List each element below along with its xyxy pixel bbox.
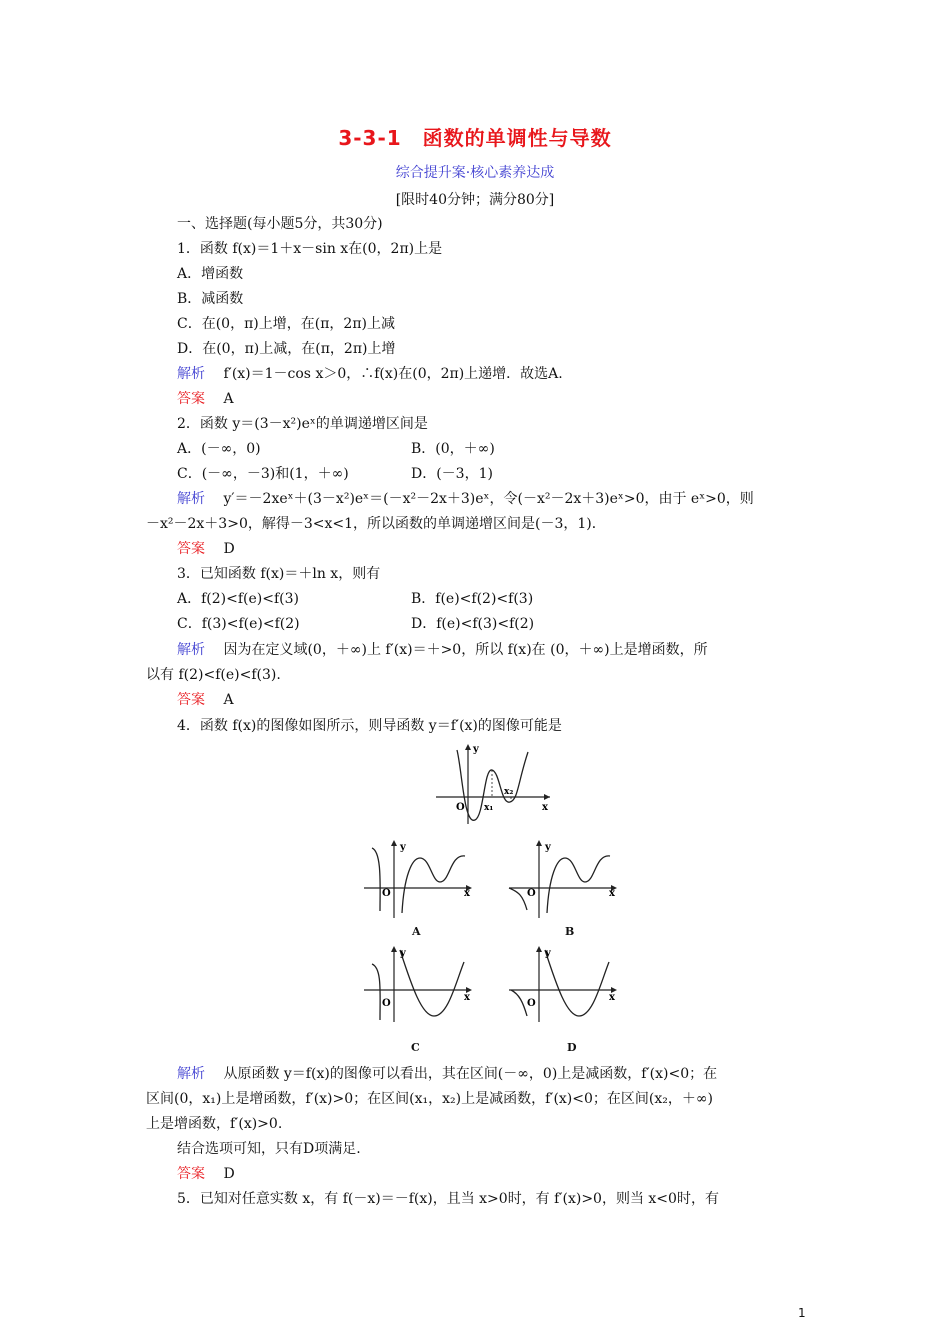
q2-stem: 2．函数 y＝(3－x²)eˣ的单调递增区间是 (177, 416, 428, 432)
q1-option-c: C．在(0，π)上增，在(π，2π)上减 (177, 316, 395, 332)
q2-answer (177, 539, 235, 559)
q4-stem: 4．函数 f(x)的图像如图所示，则导函数 y＝f′(x)的图像可能是 (177, 718, 562, 734)
x-axis-label: x (464, 992, 470, 1003)
q3-answer (177, 690, 234, 710)
q3-option-c: C．f(3)<f(e)<f(2) (177, 616, 300, 632)
x-axis-label: x (609, 888, 615, 899)
x-axis-label: x (464, 888, 470, 899)
q1-option-d: D．在(0，π)上减，在(π，2π)上增 (177, 341, 396, 357)
option-a-graph (360, 836, 480, 936)
x1-label: x₁ (484, 803, 494, 813)
q1-stem: 1．函数 f(x)＝1＋x－sin x在(0，2π)上是 (177, 241, 443, 257)
page-number: 1 (798, 1306, 806, 1320)
q3-option-d: D．f(e)<f(3)<f(2) (411, 616, 535, 632)
y-axis-label: y (400, 948, 406, 959)
q5-stem: 5．已知对任意实数 x，有 f(－x)＝－f(x)，且当 x>0时，有 f′(x)>0，则当 x<0时，有 (177, 1191, 719, 1207)
analysis-text: 从原函数 y＝f(x)的图像可以看出，其在区间(－∞，0)上是减函数，f′(x)<0；在 (223, 1066, 718, 1082)
answer-label: 答案 (177, 1166, 205, 1182)
q3-option-b: B．f(e)<f(2)<f(3) (411, 591, 534, 607)
option-d-letter: D (567, 1041, 577, 1054)
q3-stem: 3．已知函数 f(x)＝＋ln x，则有 (177, 566, 381, 582)
analysis-text: f′(x)＝1－cos x＞0，∴f(x)在(0，2π)上递增．故选A. (223, 366, 563, 382)
analysis-text: y′＝－2xeˣ＋(3－x²)eˣ＝(－x²－2x＋3)eˣ，令(－x²－2x＋3)eˣ>0，由于 eˣ>0，则 (223, 491, 754, 507)
option-d-graph (505, 942, 625, 1034)
origin-label: O (527, 998, 536, 1009)
fx-graph (432, 740, 557, 828)
option-a-letter: A (412, 925, 421, 938)
answer-label: 答案 (177, 391, 205, 407)
x-axis-label: x (609, 992, 615, 1003)
analysis-label: 解析 (177, 1066, 205, 1082)
y-axis-label: y (400, 842, 406, 853)
q4-analysis-cont-1: 区间(0，x₁)上是增函数，f′(x)>0；在区间(x₁，x₂)上是减函数，f′(x)<0；在区间(x₂，＋∞) (146, 1091, 714, 1107)
page-subtitle: 综合提升案·核心素养达成 (395, 165, 555, 181)
q1-answer (177, 389, 234, 409)
q2-option-c: C．(－∞，－3)和(1，＋∞) (177, 466, 349, 482)
answer-value: A (223, 391, 234, 407)
answer-label: 答案 (177, 541, 205, 557)
origin-label: O (527, 888, 536, 899)
section-heading: 一、选择题(每小题5分，共30分) (177, 216, 383, 232)
option-b-graph (505, 836, 625, 936)
answer-value: A (223, 692, 234, 708)
q1-option-b: B．减函数 (177, 291, 244, 307)
origin-label: O (382, 888, 391, 899)
x2-label: x₂ (504, 787, 514, 797)
q4-conclusion: 结合选项可知，只有D项满足. (177, 1141, 361, 1157)
x-axis-label: x (542, 802, 548, 813)
q3-option-a: A．f(2)<f(e)<f(3) (177, 591, 299, 607)
y-axis-label: y (545, 842, 551, 853)
q3-analysis (177, 640, 708, 660)
option-c-letter: C (411, 1041, 420, 1054)
analysis-label: 解析 (177, 491, 205, 507)
q2-analysis (177, 489, 754, 509)
answer-value: D (223, 541, 235, 557)
answer-value: D (223, 1166, 235, 1182)
y-axis-label: y (545, 948, 551, 959)
q3-analysis-cont: 以有 f(2)<f(e)<f(3). (146, 667, 281, 683)
q1-analysis (177, 364, 563, 384)
option-c-graph (360, 942, 480, 1034)
analysis-label: 解析 (177, 366, 205, 382)
q4-analysis-cont-2: 上是增函数，f′(x)>0. (146, 1116, 283, 1132)
q2-option-b: B．(0，＋∞) (411, 441, 495, 457)
q2-option-a: A．(－∞，0) (177, 441, 261, 457)
analysis-label: 解析 (177, 642, 205, 658)
y-axis-label: y (473, 744, 479, 755)
q4-answer (177, 1164, 235, 1184)
q2-analysis-cont: －x²－2x＋3>0，解得－3<x<1，所以函数的单调递增区间是(－3，1)． (146, 516, 606, 532)
answer-label: 答案 (177, 692, 205, 708)
page-title: 3-3-1 函数的单调性与导数 (338, 126, 612, 150)
q2-option-d: D．(－3，1) (411, 466, 493, 482)
origin-label: O (456, 802, 465, 813)
origin-label: O (382, 998, 391, 1009)
q4-analysis (177, 1064, 717, 1084)
time-limit: [限时40分钟；满分80分] (395, 192, 555, 208)
option-b-letter: B (565, 925, 575, 938)
q1-option-a: A．增函数 (177, 266, 244, 282)
analysis-text: 因为在定义域(0，＋∞)上 f′(x)＝＋>0，所以 f(x)在 (0，＋∞)上是增函数，所 (223, 642, 708, 658)
